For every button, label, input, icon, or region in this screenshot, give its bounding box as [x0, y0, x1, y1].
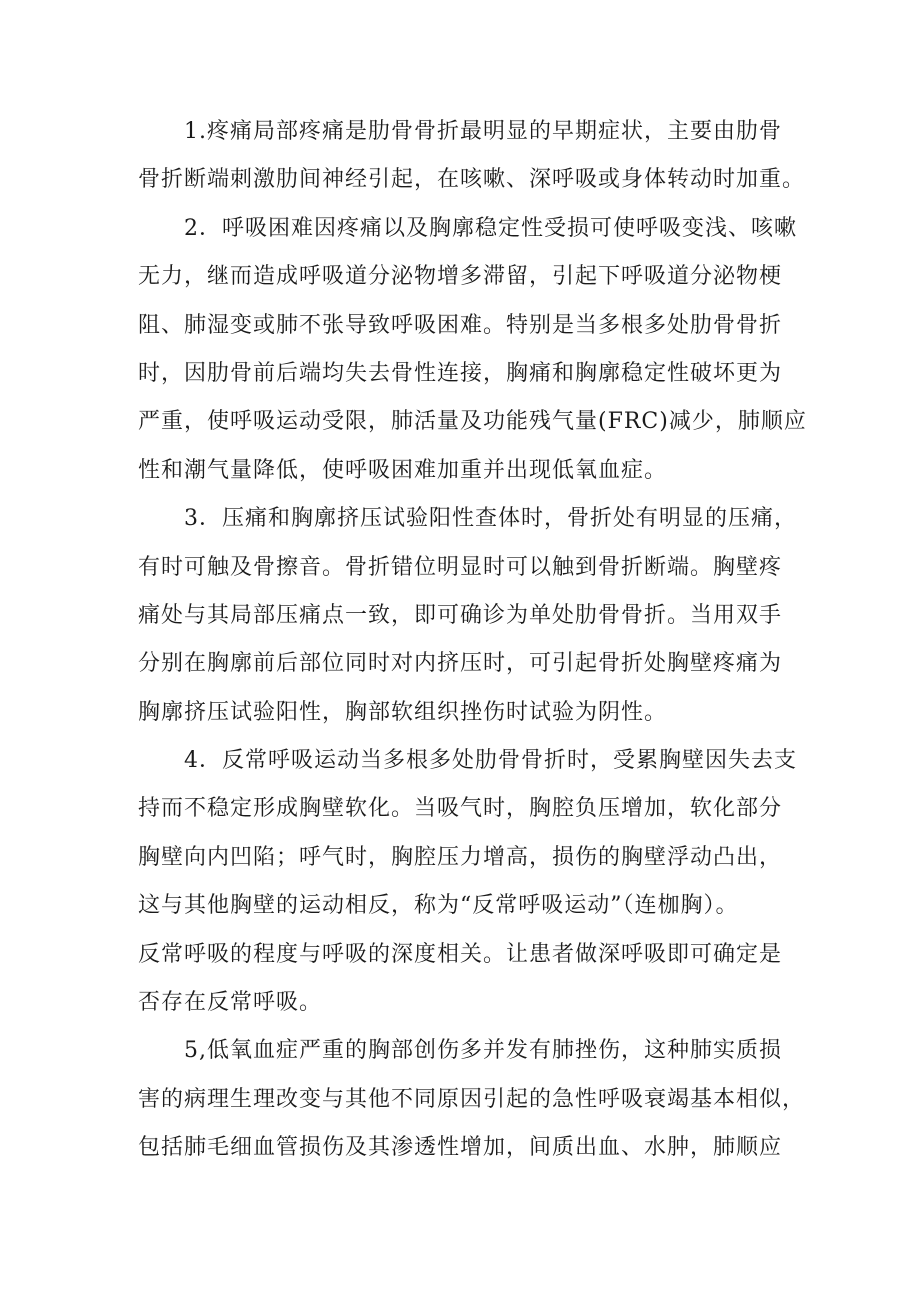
- text-line: 阻、肺湿变或肺不张导致呼吸困难。特别是当多根多处肋骨骨折: [138, 312, 783, 338]
- text-line: 这与其他胸壁的运动相反，称为“反常呼吸运动”（连枷胸）。: [138, 893, 739, 919]
- text-line: 骨折断端刺激肋间神经引起，在咳嗽、深呼吸或身体转动时加重。: [138, 167, 806, 193]
- text-line: 2．呼吸困难因疼痛以及胸廓稳定性受损可使呼吸变浅、咳嗽: [184, 215, 797, 241]
- text-line: 分别在胸廓前后部位同时对内挤压时，可引起骨折处胸壁疼痛为: [138, 651, 783, 677]
- text-line: 5,低氧血症严重的胸部创伤多并发有肺挫伤，这种肺实质损: [184, 1038, 782, 1064]
- text-line: 无力，继而造成呼吸道分泌物增多滞留，引起下呼吸道分泌物梗: [138, 264, 783, 290]
- text-line: 痛处与其局部压痛点一致，即可确诊为单处肋骨骨折。当用双手: [138, 602, 783, 628]
- paragraph-tenderness: [138, 499, 798, 741]
- paragraph-pain: [138, 112, 806, 209]
- paragraph-hypoxemia: [138, 1031, 806, 1176]
- text-line: 持而不稳定形成胸壁软化。当吸气时，胸腔负压增加，软化部分: [138, 796, 783, 822]
- text-line: 严重，使呼吸运动受限，肺活量及功能残气量(FRC)减少，肺顺应: [138, 409, 807, 435]
- text-line: 4．反常呼吸运动当多根多处肋骨骨折时，受累胸壁因失去支: [184, 748, 797, 774]
- paragraph-dyspnea: [138, 209, 807, 499]
- text-line: 时，因肋骨前后端均失去骨性连接，胸痛和胸廓稳定性破坏更为: [138, 360, 783, 386]
- text-line: 性和潮气量降低，使呼吸困难加重并出现低氧血症。: [138, 457, 668, 483]
- text-line: 1.疼痛局部疼痛是肋骨骨折最明显的早期症状，主要由肋骨: [184, 119, 782, 144]
- text-line: 有时可触及骨擦音。骨折错位明显时可以触到骨折断端。胸壁疼: [138, 554, 783, 580]
- paragraph-paradoxical-breathing: [138, 741, 798, 1031]
- text-line: 包括肺毛细血管损伤及其渗透性增加，间质出血、水肿，肺顺应: [138, 1135, 783, 1161]
- text-line: 害的病理生理改变与其他不同原因引起的急性呼吸衰竭基本相似，: [138, 1086, 806, 1112]
- document-body: [138, 112, 807, 1177]
- text-line: 3．压痛和胸廓挤压试验阳性查体时，骨折处有明显的压痛，: [184, 506, 797, 532]
- text-line: 反常呼吸的程度与呼吸的深度相关。让患者做深呼吸即可确定是: [138, 941, 783, 967]
- text-line: 胸廓挤压试验阳性，胸部软组织挫伤时试验为阴性。: [138, 699, 668, 725]
- text-line: 胸壁向内凹陷；呼气时，胸腔压力增高，损伤的胸壁浮动凸出，: [138, 844, 783, 870]
- text-line: 否存在反常呼吸。: [138, 990, 323, 1016]
